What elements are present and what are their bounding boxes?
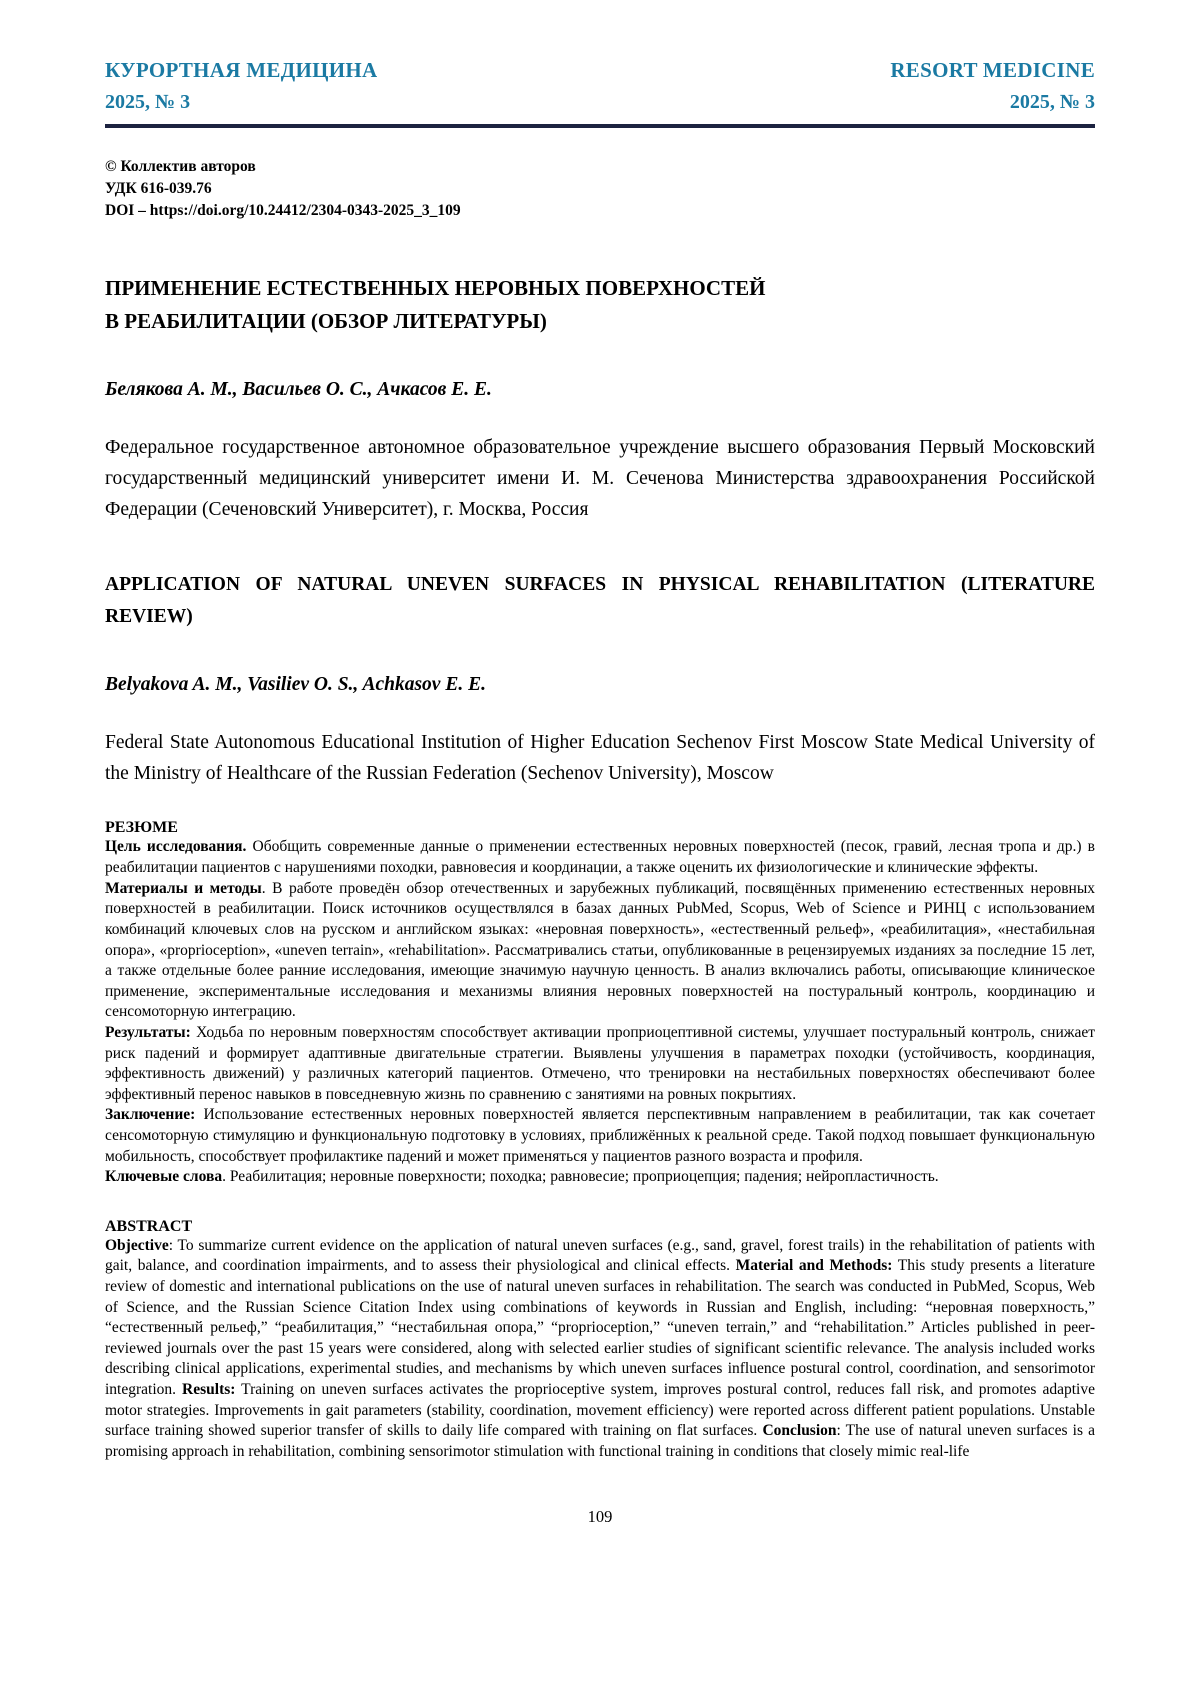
resume-objective-paragraph: Цель исследования. Обобщить современные данные о применении естественных неровных поверхностей (песок, гравий, лесная тропа и др.) в реабилитации пациентов с нарушениями походки, равновесия и координации, а также оценить их физиологические и клинические эффекты. [105, 838, 1095, 877]
authors-ru: Белякова А. М., Васильев О. С., Ачкасов Е. Е. [105, 379, 492, 401]
abstract-heading: ABSTRACT [105, 1217, 193, 1235]
page-number: 109 [587, 1506, 613, 1526]
running-head-row [105, 58, 1095, 114]
page-footer [105, 1507, 1095, 1527]
resume-heading: РЕЗЮМЕ [105, 819, 178, 837]
journal-title-ru: КУРОРТНАЯ МЕДИЦИНА [105, 58, 378, 82]
resume-section [105, 819, 1095, 1187]
udk-line: УДК 616-039.76 [105, 180, 212, 197]
journal-issue-ru: 2025, № 3 [105, 91, 191, 113]
resume-keywords-paragraph: Ключевые слова. Реабилитация; неровные поверхности; походка; равновесие; проприоцепция; падения; нейропластичность. [105, 1168, 939, 1186]
abstract-paragraph: Objective: To summarize current evidence on the application of natural uneven surfaces (e.g., sand, gravel, forest trails) in the rehabilitation of patients with gait, balance, and coordination impairments, and to assess their physiological and clinical effects. Material and Methods: This study presents a literature review of domestic and international publications on the use of natural uneven surfaces in rehabilitation. The search was conducted in PubMed, Scopus, Web of Science, and the Russian Science Citation Index using combinations of keywords in Russian and English, including: “неровная поверхность,” “естественный рельеф,” “реабилитация,” “нестабильная опора,” “proprioception,” “uneven terrain,” and “rehabilitation.” Articles published in peer-reviewed journals over the past 15 years were considered, along with selected earlier studies of significant scientific relevance. The analysis included works describing clinical applications, experimental studies, and mechanisms by which uneven surfaces influence postural control, coordination, and sensorimotor integration. Results: Training on uneven surfaces activates the proprioceptive system, improves postural control, reduces fall risk, and promotes adaptive motor strategies. Improvements in gait parameters (stability, coordination, movement efficiency) were reported across different patient populations. Unstable surface training showed superior transfer of skills to daily life compared with training on flat surfaces. Conclusion: The use of natural uneven surfaces is a promising approach in rehabilitation, combining sensorimotor stimulation with functional training in conditions that closely mimic real-life [105, 1236, 1095, 1460]
running-head-right [890, 58, 1095, 114]
affiliation-en: Federal State Autonomous Educational Institution of Higher Education Sechenov First Moscow State Medical University of the Ministry of Healthcare of the Russian Federation (Sechenov University), Moscow [105, 731, 1095, 784]
article-title-ru: ПРИМЕНЕНИЕ ЕСТЕСТВЕННЫХ НЕРОВНЫХ ПОВЕРХНОСТЕЙ В РЕАБИЛИТАЦИИ (ОБЗОР ЛИТЕРАТУРЫ) [105, 276, 766, 333]
article-title-en: APPLICATION OF NATURAL UNEVEN SURFACES IN PHYSICAL REHABILITATION (LITERATURE REVIEW) [105, 574, 1095, 627]
copyright-line: © Коллектив авторов [105, 158, 256, 175]
resume-methods-paragraph: Материалы и методы. В работе проведён обзор отечественных и зарубежных публикаций, посвящённых применению естественных неровных поверхностей в реабилитации. Поиск источников осуществлялся в базах данных PubMed, Scopus, Web of Science и РИНЦ с использованием комбинаций ключевых слов на русском и английском языках: «неровная поверхность», «естественный рельеф», «реабилитация», «нестабильная опора», «proprioception», «uneven terrain», «rehabilitation». Рассматривались статьи, опубликованные в рецензируемых изданиях за последние 15 лет, а также отдельные более ранние исследования, имеющие значимую научную ценность. В анализ включались работы, описывающие клиническое применение, экспериментальные исследования и механизмы влияния неровных поверхностей на постуральный контроль, координацию и сенсомоторную интеграцию. [105, 879, 1095, 1021]
journal-issue-en: 2025, № 3 [1009, 91, 1095, 113]
affiliation-ru: Федеральное государственное автономное образовательное учреждение высшего образования Первый Московский государственный медицинский университет имени И. М. Сеченова Министерства здравоохранения Российской Федерации (Сеченовский Университет), г. Москва, Россия [105, 437, 1095, 520]
journal-title-en: RESORT MEDICINE [890, 58, 1095, 82]
journal-running-head [105, 58, 1095, 128]
header-rule [105, 124, 1095, 128]
abstract-section [105, 1218, 1095, 1463]
resume-conclusion-paragraph: Заключение: Использование естественных неровных поверхностей является перспективным направлением в реабилитации, так как сочетает сенсомоторную стимуляцию и функциональную подготовку в условиях, приближённых к реальной среде. Такой подход повышает функциональную мобильность, способствует профилактике падений и может применяться у пациентов разного возраста и профиля. [105, 1106, 1095, 1165]
running-head-left [105, 58, 377, 114]
article-meta [105, 156, 1095, 222]
doi-link[interactable]: DOI – https://doi.org/10.24412/2304-0343-2025_3_109 [105, 202, 461, 219]
resume-results-paragraph: Результаты: Ходьба по неровным поверхностям способствует активации проприоцептивной системы, улучшает постуральный контроль, снижает риск падений и формирует адаптивные двигательные стратегии. Выявлены улучшения в параметрах походки (устойчивость, координация, эффективность движений) у различных категорий пациентов. Отмечено, что тренировки на нестабильных поверхностях обеспечивают более эффективный перенос навыков в повседневную жизнь по сравнению с занятиями на ровных покрытиях. [105, 1023, 1095, 1103]
authors-en: Belyakova A. M., Vasiliev O. S., Achkasov E. E. [105, 673, 486, 695]
